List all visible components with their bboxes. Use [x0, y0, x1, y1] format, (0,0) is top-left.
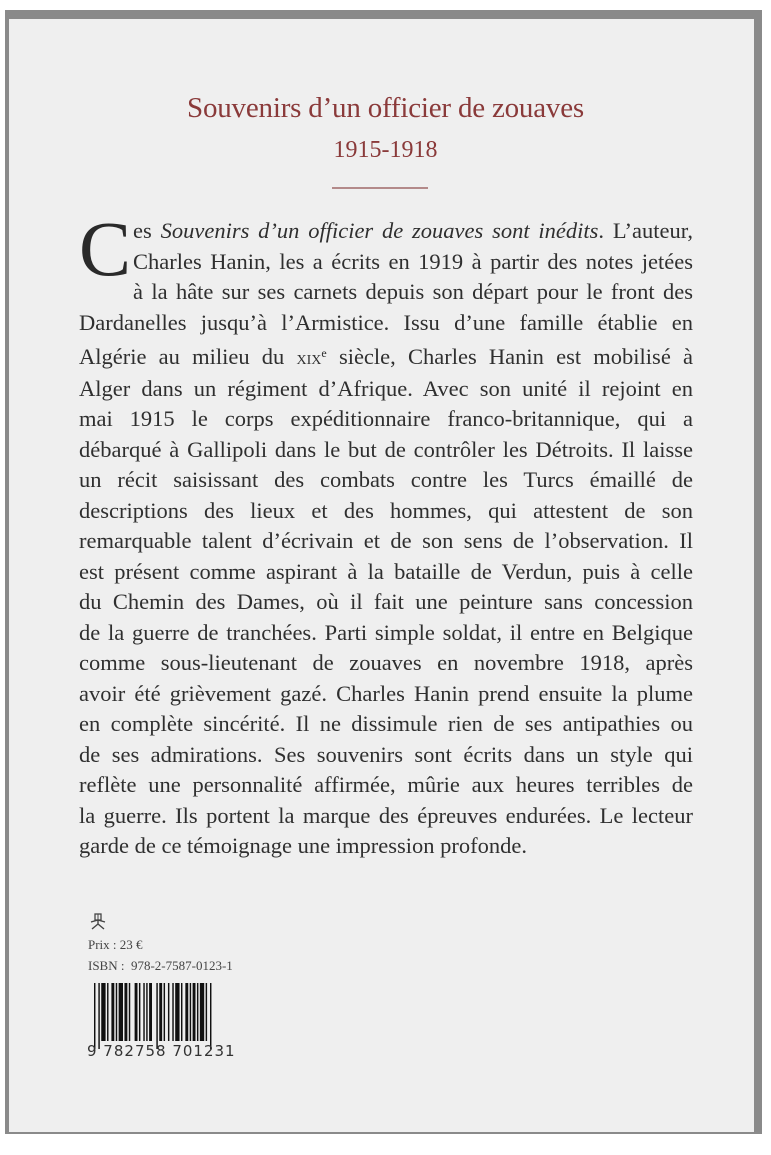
barcode-bar [181, 983, 182, 1041]
barcode-bar [175, 983, 179, 1041]
barcode-bar [193, 983, 196, 1041]
barcode-bar [210, 983, 211, 1049]
barcode-bar [146, 983, 147, 1041]
drop-cap: C [79, 205, 132, 292]
blurb-line: avoir été grièvement gazé. Charles Hanin prend ensuite la plume [79, 680, 693, 706]
blurb-line [79, 338, 693, 374]
blurb-line: mai 1915 le corps expéditionnaire franco-britannique, qui a [79, 406, 693, 431]
barcode-bar [129, 983, 130, 1041]
blurb-text: siècle, Charles Hanin est mobilisé à [326, 344, 693, 369]
blurb-line: du Chemin des Dames, où il fait une peinture sans concession [79, 589, 693, 614]
barcode-digits: 9 782758 701231 [87, 1042, 236, 1060]
blurb-line: est présent comme aspirant à la bataille de Verdun, puis à celle [79, 558, 693, 584]
blurb-text: . L’auteur, [598, 218, 693, 243]
blurb-line: comme sous-lieutenant de zouaves en novembre 1918, après [79, 650, 693, 675]
blurb-line: à la hâte sur ses carnets depuis son départ pour le front des [133, 279, 693, 304]
barcode-bar [101, 983, 105, 1041]
barcode-bar [190, 983, 191, 1041]
book-years: 1915-1918 [333, 137, 438, 163]
barcode-bar [98, 983, 99, 1049]
barcode-bar [149, 983, 152, 1041]
century-numeral: xix [296, 347, 322, 369]
barcode-bar [206, 983, 207, 1041]
blurb-italic-title: Souvenirs d’un officier de zouaves sont inédits [160, 218, 599, 243]
barcode-bar [139, 983, 140, 1041]
isbn: ISBN : 978-2-7587-0123-1 [88, 958, 233, 973]
blurb [79, 205, 693, 862]
blurb-line: garde de ce témoignage une impression profonde. [79, 833, 527, 858]
blurb-line: reflète une personnalité affirmée, mûrie aux heures terribles de [79, 772, 693, 797]
blurb-line [79, 216, 693, 247]
blurb-line: Charles Hanin, les a écrits en 1919 à partir des notes jetées [133, 248, 693, 274]
barcode-bar [143, 983, 144, 1041]
barcode-bar [200, 983, 204, 1041]
barcode-bar [116, 983, 117, 1041]
blurb-line: de ses admirations. Ses souvenirs sont écrits dans un style qui [79, 741, 693, 767]
blurb-line: Dardanelles jusqu’à l’Armistice. Issu d’une famille établie en [79, 309, 693, 335]
barcode-bar [168, 983, 169, 1041]
blurb-line: en complète sincérité. Il ne dissimule rien de ses antipathies ou [79, 711, 693, 736]
blurb-line: remarquable talent d’écrivain et de son sens de l’observation. Il [79, 528, 693, 553]
barcode-bar [156, 983, 157, 1049]
barcode-bar [172, 983, 173, 1041]
blurb-line: de la guerre de tranchées. Parti simple soldat, il entre en Belgique [79, 619, 693, 645]
title-divider [332, 187, 428, 189]
barcode-bar [107, 983, 108, 1041]
publisher-logo-icon [90, 913, 106, 931]
barcode-bar [94, 983, 95, 1049]
blurb-line: Alger dans un régiment d’Afrique. Avec son unité il rejoint en [79, 375, 693, 401]
blurb-line: la guerre. Ils portent la marque des épreuves endurées. Le lecteur [79, 802, 693, 828]
blurb-line: descriptions des lieux et des hommes, qui attestent de son [79, 497, 693, 523]
blurb-line: un récit saisissant des combats contre les Turcs émaillé de [79, 467, 693, 492]
blurb-text: Algérie au milieu du [79, 344, 297, 369]
barcode-bar [135, 983, 138, 1041]
barcode-bar [159, 983, 162, 1041]
blurb-line: débarqué à Gallipoli dans le but de contrôler les Détroits. Il laisse [79, 436, 693, 462]
barcode-bar [197, 983, 198, 1041]
price: Prix : 23 € [88, 937, 143, 952]
barcode-bar [164, 983, 165, 1041]
barcode [94, 983, 254, 1049]
barcode-bar [124, 983, 127, 1041]
barcode-bar [119, 983, 123, 1041]
blurb-text: es [133, 218, 161, 243]
century-superscript: e [321, 346, 327, 360]
barcode-bar [185, 983, 188, 1041]
book-title: Souvenirs d’un officier de zouaves [187, 92, 584, 124]
barcode-bar [111, 983, 114, 1041]
